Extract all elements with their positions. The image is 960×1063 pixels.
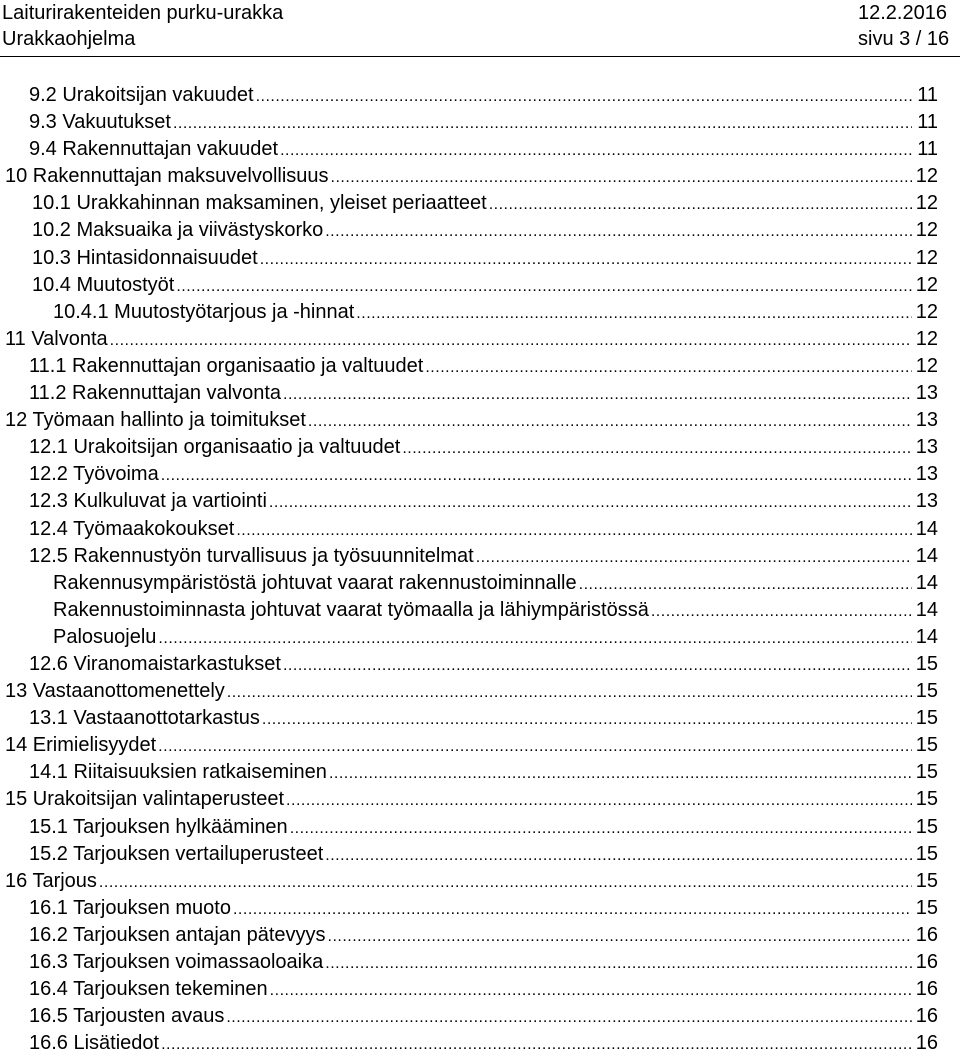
toc-entry-page: 15 [915,680,938,703]
toc-entry-page: 11 [917,84,938,106]
toc-dot-leader [308,408,912,435]
table-of-contents [0,82,960,1057]
header-line-2 [2,26,960,52]
toc-entry[interactable] [0,407,960,434]
toc-entry[interactable] [0,136,960,163]
toc-entry-page: 15 [915,896,938,919]
toc-dot-leader [325,218,912,245]
toc-entry-title: 12 Työmaan hallinto ja toimitukset [5,409,306,432]
toc-dot-leader [651,598,912,625]
toc-entry[interactable] [0,570,960,597]
toc-entry[interactable] [0,1003,960,1030]
toc-entry-title: 10.4.1 Muutostyötarjous ja -hinnat [53,300,355,323]
toc-entry-page: 15 [915,652,938,675]
toc-entry[interactable] [0,976,960,1003]
toc-entry-page: 11 [917,138,938,161]
toc-entry[interactable] [0,624,960,651]
toc-dot-leader [236,517,912,544]
toc-entry-page: 14 [915,598,938,621]
toc-dot-leader [476,544,912,571]
toc-entry[interactable] [0,190,960,217]
toc-entry-page: 16 [915,951,938,973]
toc-entry[interactable] [0,163,960,190]
toc-entry-page: 15 [915,788,938,811]
toc-entry[interactable] [0,82,960,109]
toc-entry-title: 13 Vastaanottomenettely [5,680,225,703]
toc-entry[interactable] [0,272,960,299]
header-line-1 [2,0,960,26]
toc-entry-title: 16.4 Tarjouksen tekeminen [29,978,268,1001]
toc-dot-leader [286,787,912,814]
toc-dot-leader [161,1031,912,1058]
toc-entry-page: 12 [915,165,938,188]
toc-entry-title: 9.2 Urakoitsijan vakuudet [29,84,254,106]
toc-entry-title: 11 Valvonta [5,327,108,350]
toc-dot-leader [173,110,912,137]
toc-entry-title: 12.3 Kulkuluvat ja vartiointi [29,490,267,513]
toc-dot-leader [158,733,912,760]
toc-entry-page: 15 [915,815,938,838]
toc-entry-page: 15 [915,707,938,730]
toc-entry-title: 10.1 Urakkahinnan maksaminen, yleiset periaatteet [32,192,487,215]
toc-entry[interactable] [0,786,960,813]
toc-entry-page: 12 [915,273,938,296]
toc-entry[interactable] [0,732,960,759]
toc-dot-leader [325,950,912,977]
toc-entry-page: 12 [915,246,938,269]
toc-entry-title: 10.2 Maksuaika ja viivästyskorko [32,219,324,242]
toc-entry-page: 13 [915,409,938,432]
toc-dot-leader [176,273,912,300]
toc-dot-leader [269,489,912,516]
toc-dot-leader [158,625,912,652]
toc-dot-leader [290,815,912,842]
toc-dot-leader [402,435,912,462]
toc-entry[interactable] [0,326,960,353]
toc-entry[interactable] [0,922,960,949]
toc-entry[interactable] [0,895,960,922]
toc-entry-page: 11 [917,111,938,134]
toc-entry-page: 15 [915,734,938,757]
toc-entry[interactable] [0,814,960,841]
toc-dot-leader [356,300,912,327]
toc-entry-title: 11.1 Rakennuttajan organisaatio ja valtuudet [29,354,424,377]
toc-entry-title: 9.3 Vakuutukset [29,111,171,134]
toc-entry[interactable] [0,868,960,895]
toc-dot-leader [110,327,912,354]
toc-entry[interactable] [0,380,960,407]
toc-entry-page: 12 [915,192,938,215]
toc-entry[interactable] [0,245,960,272]
toc-entry[interactable] [0,109,960,136]
toc-entry-title: 16.6 Lisätiedot [29,1032,160,1055]
toc-entry-page: 12 [915,327,938,350]
toc-entry-page: 13 [915,382,938,405]
toc-entry[interactable] [0,516,960,543]
toc-dot-leader [270,977,912,1004]
toc-entry[interactable] [0,759,960,786]
toc-entry-title: 9.4 Rakennuttajan vakuudet [29,138,279,161]
toc-entry-title: 14 Erimielisyydet [5,734,157,757]
toc-entry[interactable] [0,217,960,244]
toc-entry-title: 12.5 Rakennustyön turvallisuus ja työsuunnitelmat [29,544,474,567]
toc-dot-leader [425,354,912,381]
toc-entry-title: 10 Rakennuttajan maksuvelvollisuus [5,165,329,188]
toc-entry-title: 16 Tarjous [5,869,97,892]
toc-dot-leader [280,137,912,164]
toc-dot-leader [256,83,912,110]
toc-entry-title: Rakennustoiminnasta johtuvat vaarat työmaalla ja lähiympäristössä [53,598,649,621]
toc-entry[interactable] [0,353,960,380]
toc-entry-page: 15 [915,842,938,865]
toc-entry-title: 12.6 Viranomaistarkastukset [29,652,281,675]
document-title: Laiturirakenteiden purku-urakka [2,2,284,24]
toc-entry-page: 13 [915,463,938,486]
toc-entry-page: 14 [915,625,938,648]
toc-dot-leader [161,462,912,489]
toc-entry[interactable] [0,434,960,461]
toc-dot-leader [328,923,913,950]
toc-entry-page: 12 [915,354,938,377]
toc-entry-page: 16 [915,978,938,1001]
toc-entry-title: 16.3 Tarjouksen voimassaoloaika [29,951,324,973]
toc-entry-page: 12 [915,300,938,323]
toc-dot-leader [329,760,912,787]
toc-entry-title: 12.4 Työmaakokoukset [29,517,235,540]
toc-entry-title: Rakennusympäristöstä johtuvat vaarat rakennustoiminnalle [53,571,577,594]
toc-dot-leader [325,842,912,869]
toc-entry-page: 14 [915,544,938,567]
toc-entry[interactable] [0,841,960,868]
toc-dot-leader [331,164,912,191]
toc-entry-title: 15.2 Tarjouksen vertailuperusteet [29,842,324,865]
page-header [0,0,960,57]
toc-entry[interactable] [0,597,960,624]
toc-entry-page: 15 [915,761,938,784]
toc-entry-page: 13 [915,490,938,513]
toc-dot-leader [260,246,912,273]
toc-dot-leader [283,381,912,408]
toc-entry-title: 12.1 Urakoitsijan organisaatio ja valtuudet [29,436,401,459]
toc-entry-title: 12.2 Työvoima [29,463,159,486]
page-number: sivu 3 / 16 [858,28,950,50]
toc-entry-page: 16 [915,1005,938,1028]
toc-entry-title: 16.2 Tarjouksen antajan pätevyys [29,923,326,946]
toc-entry-title: 14.1 Riitaisuuksien ratkaiseminen [29,761,327,784]
toc-dot-leader [233,896,912,923]
toc-entry-page: 14 [915,517,938,540]
toc-entry[interactable] [0,1030,960,1057]
toc-entry[interactable] [0,488,960,515]
toc-entry-page: 13 [915,436,938,459]
toc-dot-leader [226,1004,912,1031]
toc-entry-page: 16 [915,923,938,946]
toc-entry-title: 15.1 Tarjouksen hylkääminen [29,815,288,838]
toc-dot-leader [579,571,912,598]
toc-entry-title: 13.1 Vastaanottotarkastus [29,707,260,730]
toc-entry-page: 15 [915,869,938,892]
toc-entry[interactable] [0,705,960,732]
toc-entry-title: 10.3 Hintasidonnaisuudet [32,246,258,269]
toc-entry-page: 16 [915,1032,938,1055]
document-subtitle: Urakkaohjelma [2,28,136,50]
toc-dot-leader [262,706,912,733]
toc-entry[interactable] [0,678,960,705]
toc-dot-leader [99,869,912,896]
toc-entry-title: 16.1 Tarjouksen muoto [29,896,231,919]
toc-entry[interactable] [0,651,960,678]
toc-entry-title: 15 Urakoitsijan valintaperusteet [5,788,285,811]
toc-entry[interactable] [0,949,960,976]
toc-entry-title: 16.5 Tarjousten avaus [29,1005,225,1028]
toc-entry-page: 12 [915,219,938,242]
toc-entry[interactable] [0,461,960,488]
toc-entry-title: 11.2 Rakennuttajan valvonta [29,382,282,405]
document-date: 12.2.2016 [858,2,947,24]
toc-entry[interactable] [0,299,960,326]
toc-entry-title: Palosuojelu [53,625,157,648]
toc-entry[interactable] [0,543,960,570]
toc-entry-title: 10.4 Muutostyöt [32,273,175,296]
toc-entry-page: 14 [915,571,938,594]
toc-dot-leader [489,191,912,218]
toc-dot-leader [227,679,912,706]
toc-dot-leader [283,652,912,679]
